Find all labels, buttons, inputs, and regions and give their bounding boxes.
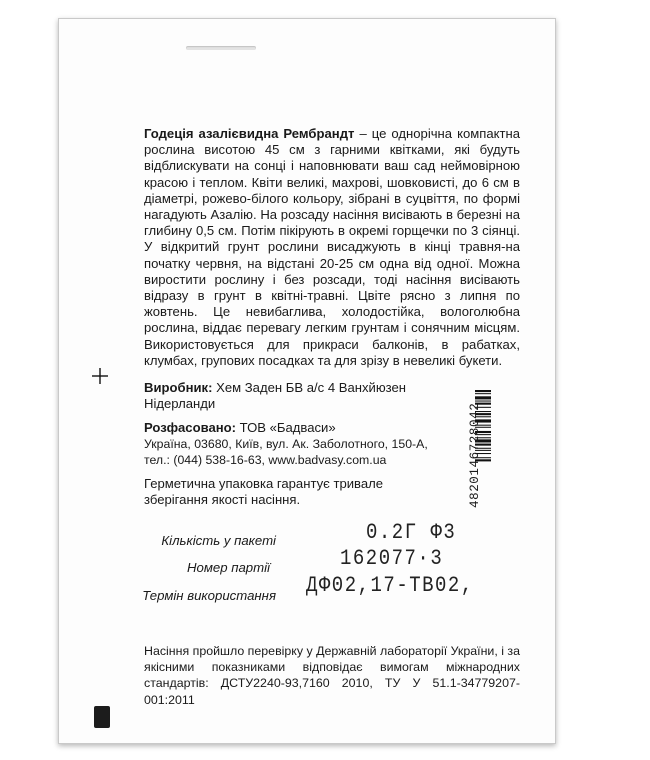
barcode-number: 4820146728042 [468, 402, 482, 508]
producer-block [144, 380, 444, 412]
packer-name: ТОВ «Бадваси» [239, 420, 336, 435]
term-label: Термін використання [142, 588, 276, 603]
packer-label: Розфасовано: [144, 420, 237, 435]
packaging-note-line1: Герметична упаковка гарантує тривале [144, 476, 384, 491]
producer-label: Виробник: [144, 380, 213, 395]
packer-contacts: тел.: (044) 538-16-63, www.badvasy.com.ua [144, 453, 387, 468]
term-value: ДФ02,17-ТВ02, [306, 572, 474, 598]
batch-value: 162077·3 [340, 545, 444, 571]
producer-value: Хем Заден БВ а/с 4 Ванхйюзен [216, 380, 407, 395]
corner-mark-icon [94, 706, 110, 728]
registration-cross-icon [92, 368, 108, 384]
product-title: Годеція азалієвидна Рембрандт [144, 126, 355, 141]
product-description [144, 126, 520, 369]
packaging-note-line2: зберігання якості насіння. [144, 492, 301, 508]
packer-block [144, 420, 464, 469]
certification-text: Насіння пройшло перевірку у Державній лабораторії України, і за якісними показниками відповідає вимогам міжнародних стандартів: ДСТУ2240-93,7160 2010, ТУ У 51.1-34779207-001:2011 [144, 644, 520, 707]
hang-hole-notch [186, 46, 256, 50]
quantity-value: 0.2Г Ф3 [366, 519, 457, 545]
description-text: – це однорічна компактна рослина висотою 45 см з гарними квітками, які будуть відблискувати на сонці і наповнювати ваш сад неймовірною красою і теплом. Квіти великі, махрові, шовковисті, до 6 см в діаметрі, рожево-білого кольору, зібрані в суцвіття, по формі нагадують Азалію. На розсаду насіння висівають в березні на глибину 0,5 см. Потім пікірують в окремі горщечки по 3 сіянці. У відкритий грунт рослини висаджують в кінці травня-на початку червня, на відстані 20-25 см одна від одної. Можна виростити рослину і без розсади, тоді насіння висівають відразу в грунт в квітні-травні. Цвіте рясно з липня по жовтень. Це невибаглива, холодостійка, вологолюбна рослина, віддає перевагу легким грунтам і сонячним місцям. Використовується для прикраси балконів, в рабатках, клумбах, групових посадках та для зрізу в невеликі букети. [144, 126, 521, 368]
batch-label: Номер партії [186, 560, 270, 575]
packaging-note [144, 476, 444, 508]
quantity-label: Кількість у пакеті [161, 533, 276, 548]
producer-country: Нідерланди [144, 396, 216, 412]
packer-address: Україна, 03680, Київ, вул. Ак. Заболотного, 150-А, [144, 437, 428, 452]
